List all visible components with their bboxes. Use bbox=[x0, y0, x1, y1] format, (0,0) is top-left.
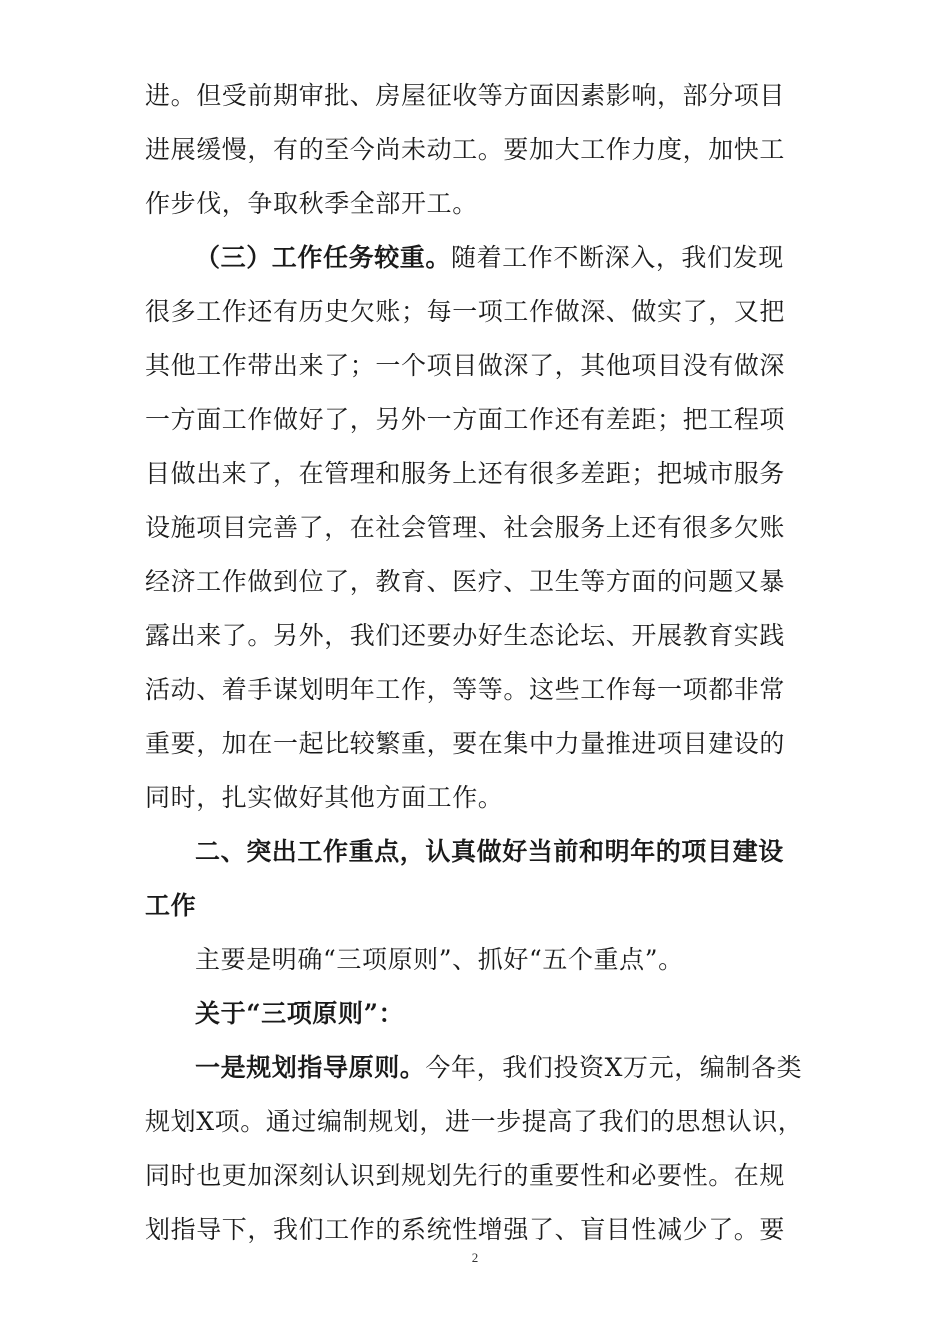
principle-1-first-line bbox=[195, 1053, 815, 1083]
body-text-line: 作步伐，争取秋季全部开工。 bbox=[145, 189, 478, 218]
body-text-line: 目做出来了，在管理和服务上还有很多差距；把城市服务 bbox=[145, 459, 786, 488]
principles-heading: 关于“三项原则”： bbox=[195, 999, 405, 1028]
body-text-line: 重要，加在一起比较繁重，要在集中力量推进项目建设的 bbox=[145, 729, 786, 758]
body-text-line: 同时，扎实做好其他方面工作。 bbox=[145, 783, 504, 812]
section-3-first-line bbox=[195, 243, 815, 273]
page-number: 2 bbox=[471, 1250, 479, 1265]
body-text-line: 同时也更加深刻认识到规划先行的重要性和必要性。在规 bbox=[145, 1161, 786, 1190]
body-text-line: 其他工作带出来了；一个项目做深了，其他项目没有做深 bbox=[145, 351, 786, 380]
body-text-line: 规划X项。通过编制规划，进一步提高了我们的思想认识， bbox=[145, 1107, 804, 1136]
body-text-line: 一方面工作做好了，另外一方面工作还有差距；把工程项 bbox=[145, 405, 786, 434]
body-text-line: 进展缓慢，有的至今尚未动工。要加大工作力度，加快工 bbox=[145, 135, 786, 164]
body-text: 今年，我们投资X万元，编制各类 bbox=[425, 1053, 803, 1082]
body-text-line: 经济工作做到位了，教育、医疗、卫生等方面的问题又暴 bbox=[145, 567, 786, 596]
part-2-heading-continued: 工作 bbox=[145, 891, 197, 920]
body-text-line: 划指导下，我们工作的系统性增强了、盲目性减少了。要 bbox=[145, 1215, 786, 1244]
body-text-line: 露出来了。另外，我们还要办好生态论坛、开展教育实践 bbox=[145, 621, 786, 650]
body-text: 随着工作不断深入，我们发现 bbox=[451, 243, 784, 272]
body-text-line: 很多工作还有历史欠账；每一项工作做深、做实了，又把 bbox=[145, 297, 786, 326]
body-text-line: 设施项目完善了，在社会管理、社会服务上还有很多欠账 bbox=[145, 513, 786, 542]
body-text-line: 活动、着手谋划明年工作，等等。这些工作每一项都非常 bbox=[145, 675, 786, 704]
body-text-line: 进。但受前期审批、房屋征收等方面因素影响，部分项目 bbox=[145, 81, 786, 110]
principle-1-heading: 一是规划指导原则。 bbox=[195, 1053, 426, 1082]
part-2-heading: 二、突出工作重点，认真做好当前和明年的项目建设 bbox=[195, 837, 784, 866]
section-3-heading: （三）工作任务较重。 bbox=[195, 243, 452, 272]
summary-text: 主要是明确“三项原则”、抓好“五个重点”。 bbox=[195, 945, 684, 974]
